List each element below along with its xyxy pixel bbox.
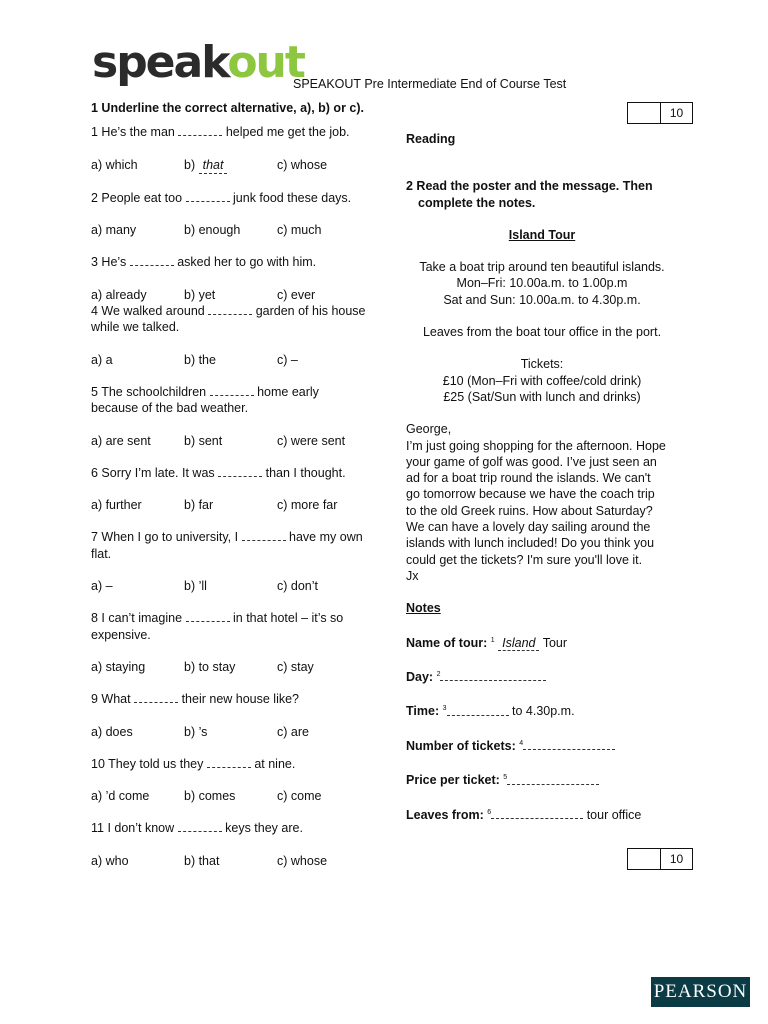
option-a[interactable]: a) already [91, 287, 147, 302]
answer-blank[interactable] [208, 303, 252, 315]
note-number-blank[interactable] [523, 738, 615, 750]
option-a[interactable]: a) many [91, 223, 137, 238]
option-b[interactable]: b) yet [184, 287, 216, 302]
question-3-options [91, 287, 366, 303]
question-5: 5 The schoolchildren home early because of the bad weather. [91, 384, 319, 416]
option-c[interactable]: c) ever [277, 287, 316, 302]
tickets-line: £10 (Mon–Fri with coffee/cold drink) [442, 373, 642, 388]
message-signature: Jx [406, 568, 419, 583]
option-c[interactable]: c) are [277, 724, 309, 739]
question-2-options [91, 222, 366, 238]
note-number: Number of tickets: $^4$ [406, 736, 696, 754]
question-8: 8 I can’t imagine in that hotel – it’s so expensive. [91, 611, 344, 642]
note-name-answer: Island [498, 636, 539, 651]
question-4-options [91, 352, 366, 368]
score-total: 10 [669, 852, 684, 866]
tickets-label: Tickets: [520, 357, 564, 372]
question-4: 4 We walked around garden of his house while we talked. [91, 304, 366, 335]
note-leaves: Leaves from: $^6$ tour office [406, 807, 642, 822]
logo-out: out [227, 37, 304, 88]
note-price: Price per ticket: $^5$ [406, 770, 696, 788]
note-time: Time: $^3$ to 4.30p.m. [406, 704, 575, 719]
poster [406, 227, 678, 405]
option-a[interactable]: a) staying [91, 659, 146, 674]
question-2: 2 People eat too junk food these days. [91, 190, 352, 205]
question-6: 6 Sorry I’m late. It was than I thought. [91, 465, 346, 480]
question-7: 7 When I go to university, I have my own flat. [91, 530, 363, 561]
speakout-logo [92, 38, 304, 88]
question-6-options [91, 497, 366, 513]
option-c[interactable]: c) whose [277, 157, 328, 172]
question-11: 11 I don’t know keys they are. [91, 821, 303, 836]
note-time-blank[interactable] [447, 704, 509, 716]
answer-blank[interactable] [186, 610, 230, 622]
notes-heading: Notes [406, 601, 441, 616]
question-5-options [91, 433, 366, 449]
question-7-options [91, 578, 366, 594]
note-name: Name of tour: $^1$ Island Tour [406, 635, 568, 650]
poster-line: Mon–Fri: 10.00a.m. to 1.00p.m [456, 276, 628, 291]
tickets-line: £25 (Sat/Sun with lunch and drinks) [443, 389, 641, 404]
question-10-options [91, 788, 366, 804]
question-1-options [91, 157, 366, 174]
poster-title: Island Tour [508, 227, 576, 242]
option-a[interactable]: a) which [91, 157, 138, 172]
message-body: I’m just going shopping for the afternoon. Hope your game of golf was good. I’ve just seen an ad for a boat trip round the islands. We can't go tomorrow because we have the coach trip to the old Greek ruins. How about Saturday? We can have a lovely day sailing around the islands with lunch included! Do you think you could get the tickets? I'm sure you'll love it. [406, 438, 666, 567]
question-1: 1 He’s the man helped me get the job. [91, 125, 350, 140]
note-price-blank[interactable] [507, 773, 599, 785]
question-9-options [91, 724, 366, 740]
option-c[interactable]: c) whose [277, 853, 328, 868]
score-input[interactable] [628, 849, 661, 869]
notes [406, 600, 696, 823]
option-b[interactable]: b) far [184, 498, 214, 513]
answer-blank[interactable] [242, 529, 286, 541]
note-leaves-blank[interactable] [491, 807, 583, 819]
option-c[interactable]: c) much [277, 223, 322, 238]
score-input[interactable] [628, 103, 661, 123]
reading-heading: Reading [406, 132, 456, 146]
option-b[interactable]: b) that [184, 157, 277, 174]
option-b[interactable]: b) to stay [184, 659, 236, 674]
option-c[interactable]: c) stay [277, 659, 314, 674]
option-b[interactable]: b) the [184, 352, 216, 367]
option-b[interactable]: b) enough [184, 223, 241, 238]
question-10: 10 They told us they at nine. [91, 756, 296, 771]
option-a[interactable]: a) a [91, 352, 113, 367]
pearson-logo: PEARSON [651, 977, 750, 1007]
question-9: 9 What their new house like? [91, 692, 300, 707]
answer-blank[interactable] [178, 820, 222, 832]
answer-blank[interactable] [207, 756, 251, 768]
option-b[interactable]: b) comes [184, 789, 236, 804]
note-day-blank[interactable] [440, 669, 546, 681]
option-c[interactable]: c) don’t [277, 579, 318, 594]
poster-line: Sat and Sun: 10.00a.m. to 4.30p.m. [443, 292, 641, 307]
option-b[interactable]: b) that [184, 853, 220, 868]
answer-blank[interactable] [178, 124, 222, 136]
question-3: 3 He’s asked her to go with him. [91, 255, 317, 270]
question-11-options [91, 853, 366, 869]
score-box-top [627, 102, 693, 124]
option-b[interactable]: b) ’ll [184, 579, 207, 594]
option-a[interactable]: a) who [91, 853, 129, 868]
option-c[interactable]: c) come [277, 789, 322, 804]
score-total: 10 [669, 106, 684, 120]
option-a[interactable]: a) further [91, 498, 142, 513]
option-a[interactable]: a) does [91, 724, 133, 739]
section-1 [91, 100, 366, 869]
option-a[interactable]: a) – [91, 579, 113, 594]
option-c[interactable]: c) were sent [277, 433, 346, 448]
underlined-answer: that [199, 157, 228, 174]
option-a[interactable]: a) ’d come [91, 789, 150, 804]
poster-line: Take a boat trip around ten beautiful islands. [419, 260, 665, 275]
option-c[interactable]: c) – [277, 352, 298, 367]
answer-blank[interactable] [130, 254, 174, 266]
answer-blank[interactable] [134, 691, 178, 703]
logo-speak: speak [92, 37, 228, 88]
reading-instruction: 2 Read the poster and the message. Then complete the notes. [406, 179, 653, 210]
reading-section [406, 131, 696, 823]
question-8-options [91, 659, 366, 675]
score-box-bottom [627, 848, 693, 870]
test-title: SPEAKOUT Pre Intermediate End of Course Test [293, 77, 567, 91]
answer-blank[interactable] [218, 465, 262, 477]
option-c[interactable]: c) more far [277, 498, 338, 513]
message [406, 421, 666, 584]
option-a[interactable]: a) are sent [91, 433, 151, 448]
message-greeting: George, [406, 422, 452, 437]
answer-blank[interactable] [210, 384, 254, 396]
note-day: Day: $^2$ [406, 667, 696, 685]
poster-leaves: Leaves from the boat tour office in the port. [422, 325, 662, 340]
option-b[interactable]: b) sent [184, 433, 223, 448]
option-b[interactable]: b) ’s [184, 724, 208, 739]
section-1-instruction: 1 Underline the correct alternative, a), b) or c). [91, 101, 364, 115]
answer-blank[interactable] [186, 190, 230, 202]
